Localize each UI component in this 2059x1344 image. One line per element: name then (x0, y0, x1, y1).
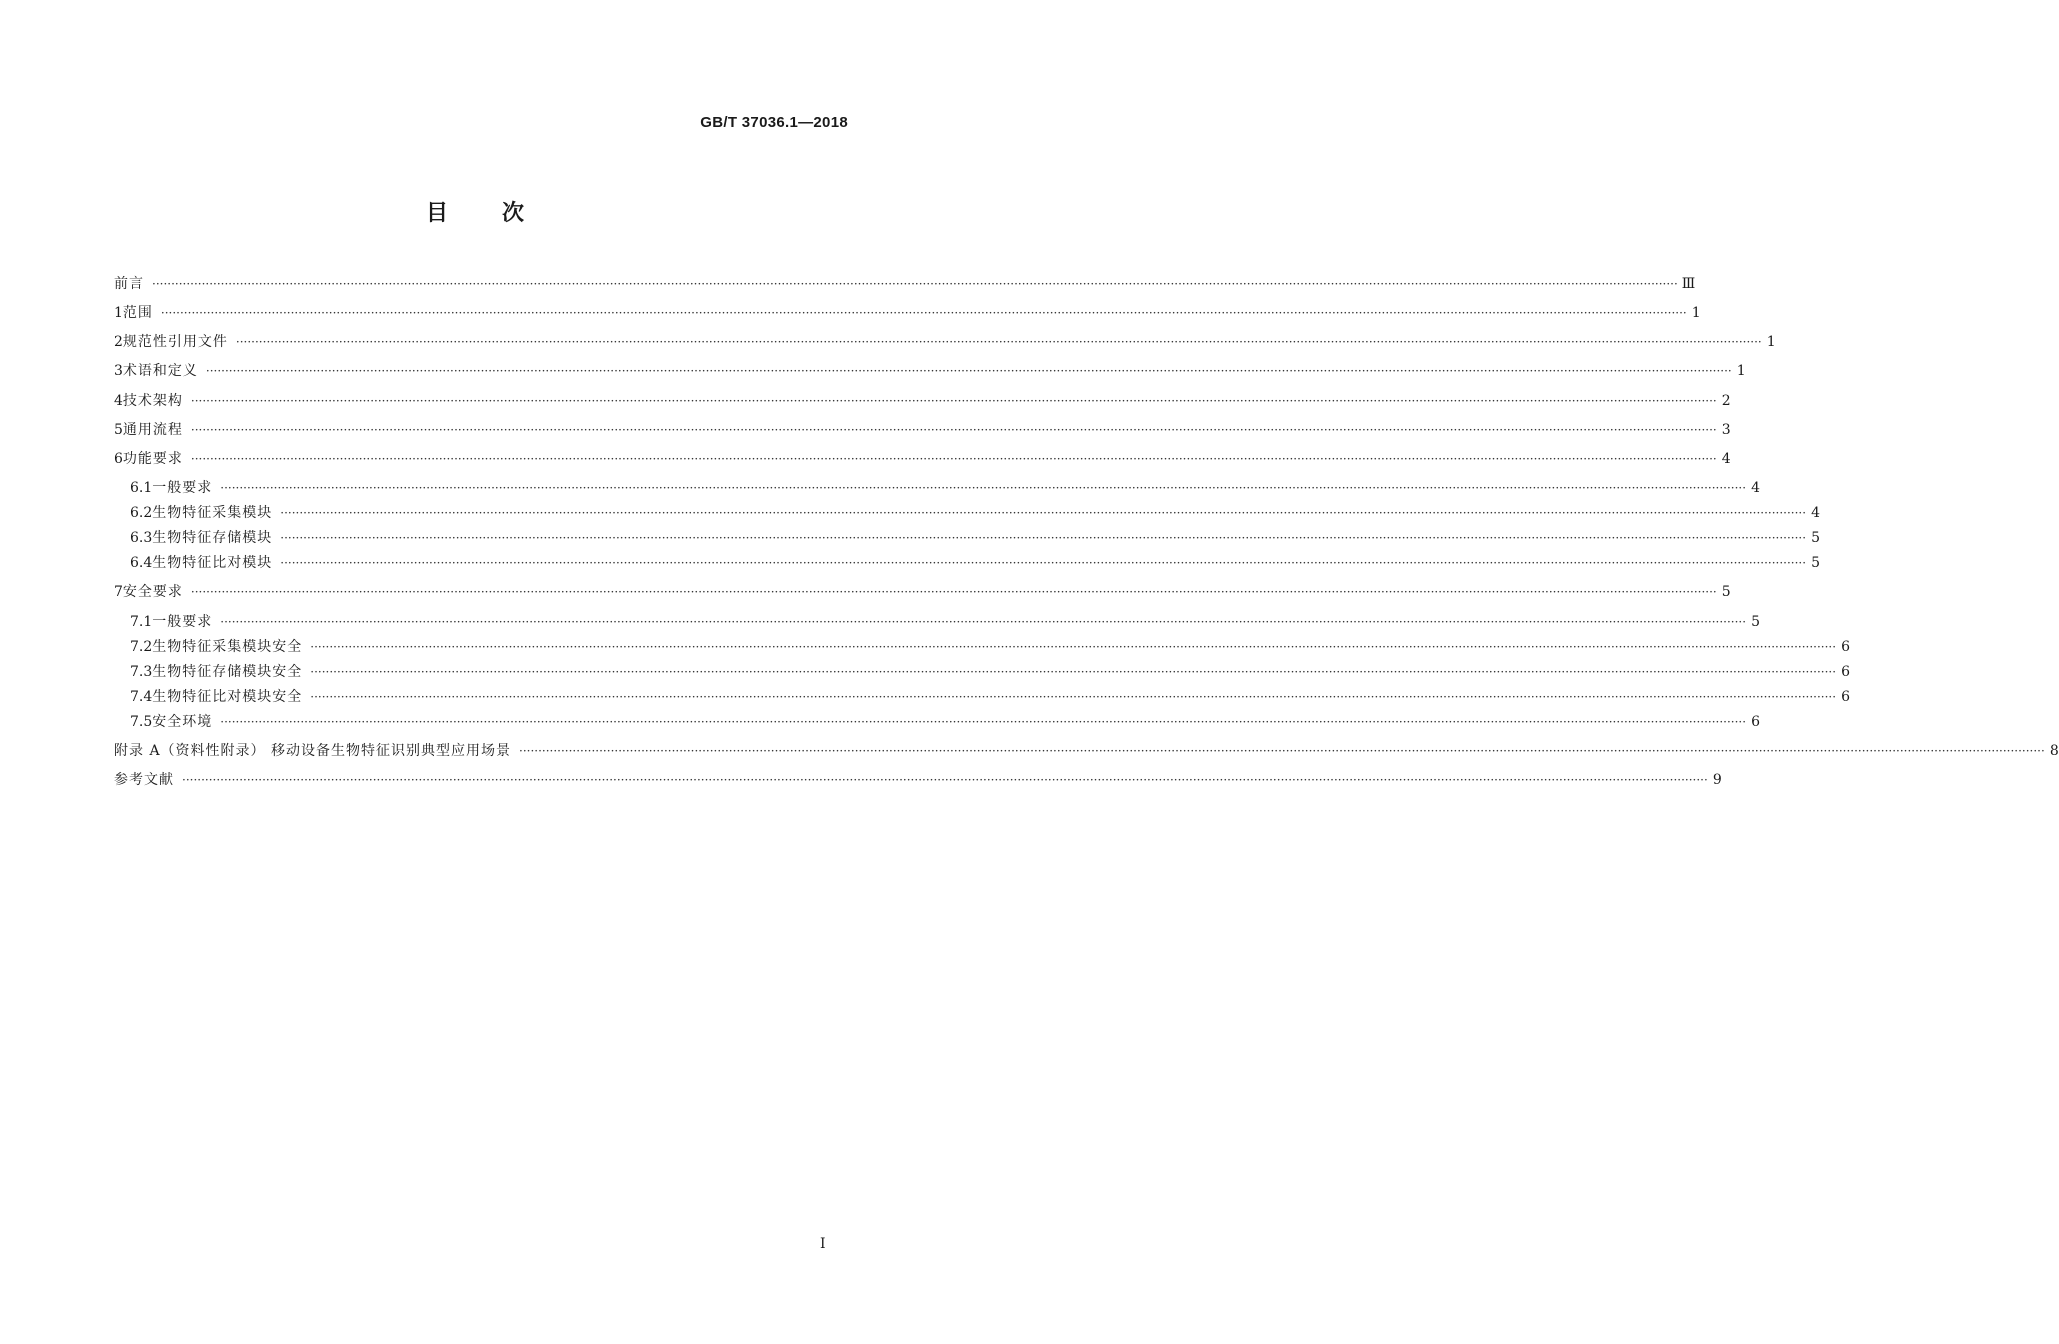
toc-entry-label: 生物特征比对模块安全 (152, 689, 303, 705)
toc-entry[interactable] (114, 361, 1746, 381)
standard-code: GB/T 37036.1—2018 (700, 114, 848, 131)
toc-leader: ················································································································································································································································································································································································································ (190, 394, 1717, 408)
toc-leader: ················································································································································································································································································································································································································ (190, 452, 1717, 466)
toc-entry-page: 1 (1691, 305, 1701, 321)
toc-entry-page: 6 (1841, 639, 1851, 655)
toc-entry[interactable] (130, 637, 1851, 657)
toc-entry-number: 6.4 (130, 555, 153, 571)
toc-entry-number: 2 (114, 334, 123, 350)
toc-entry-page: Ⅲ (1681, 276, 1696, 292)
toc-entry[interactable] (130, 478, 1761, 498)
toc-entry-label: 功能要求 (122, 451, 183, 467)
toc-entry[interactable] (114, 391, 1731, 411)
toc-entry-page: 4 (1751, 480, 1761, 496)
toc-entry-label: 通用流程 (122, 422, 183, 438)
toc-entry-page: 1 (1766, 334, 1776, 350)
toc-entry[interactable] (130, 712, 1761, 732)
toc-leader: ················································································································································································································································································································································································································ (190, 585, 1717, 599)
toc-entry-label: 技术架构 (122, 393, 183, 409)
toc-leader: ················································································································································································································································································································································································································ (182, 773, 1708, 787)
toc-entry[interactable] (114, 582, 1731, 602)
toc-entry-label: 生物特征采集模块 (152, 505, 273, 521)
toc-leader: ················································································································································································································································································································································································································ (152, 277, 1678, 291)
toc-entry-label: 生物特征存储模块 (152, 530, 273, 546)
toc-entry-number: 7.4 (130, 689, 153, 705)
toc-leader: ················································································································································································································································································································································································································ (235, 335, 1762, 349)
toc-entry[interactable] (114, 303, 1701, 323)
toc-leader: ················································································································································································································································································································································································································ (280, 506, 1807, 520)
page-title: 目次 (425, 201, 578, 226)
toc-entry-page: 4 (1811, 505, 1821, 521)
toc-leader: ················································································································································································································································································································································································································ (310, 640, 1837, 654)
toc-entry-number: 1 (114, 305, 123, 321)
toc-entry-page: 1 (1736, 363, 1746, 379)
toc-entry-label: 安全环境 (152, 714, 213, 730)
toc-entry-number: 6 (114, 451, 123, 467)
toc-leader: ················································································································································································································································································································································································································ (220, 481, 1747, 495)
toc-entry[interactable] (130, 528, 1821, 548)
toc-entry-number: 5 (114, 422, 123, 438)
toc-entry-number: 7.5 (130, 714, 153, 730)
toc-entry[interactable] (130, 503, 1821, 523)
toc-entry[interactable] (114, 420, 1731, 440)
toc-leader: ················································································································································································································································································································································································································ (160, 306, 1687, 320)
toc-entry-number: 6.1 (130, 480, 153, 496)
toc-entry-label: 安全要求 (122, 584, 183, 600)
toc-entry[interactable] (114, 332, 1776, 352)
toc-entry-page: 6 (1751, 714, 1761, 730)
toc-entry-page: 5 (1751, 614, 1761, 630)
toc-entry-label: 一般要求 (152, 614, 213, 630)
toc-entry-number: 7 (114, 584, 123, 600)
toc-entry-page: 6 (1841, 689, 1851, 705)
toc-entry[interactable] (130, 553, 1821, 573)
toc-entry[interactable] (114, 770, 1722, 790)
toc-entry-page: 5 (1721, 584, 1731, 600)
toc-leader: ················································································································································································································································································································································································································ (280, 556, 1807, 570)
toc-entry-page: 6 (1841, 664, 1851, 680)
toc-entry-number: 7.2 (130, 639, 153, 655)
toc-leader: ················································································································································································································································································································································································································ (220, 715, 1747, 729)
toc-entry-page: 3 (1721, 422, 1731, 438)
toc-entry-page: 2 (1721, 393, 1731, 409)
toc-entry-label: 术语和定义 (122, 363, 198, 379)
toc-entry-number: 7.3 (130, 664, 153, 680)
toc-entry-number: 7.1 (130, 614, 153, 630)
toc-entry-page: 5 (1811, 555, 1821, 571)
toc-leader: ················································································································································································································································································································································································································ (310, 690, 1837, 704)
toc-entry[interactable] (130, 687, 1851, 707)
toc-entry-label: 附录 A（资料性附录） 移动设备生物特征识别典型应用场景 (114, 743, 512, 759)
toc-entry-label: 一般要求 (152, 480, 213, 496)
toc-entry-label: 生物特征存储模块安全 (152, 664, 303, 680)
toc-leader: ················································································································································································································································································································································································································ (280, 531, 1807, 545)
toc-leader: ················································································································································································································································································································································································································ (205, 364, 1732, 378)
toc-entry-label: 范围 (122, 305, 153, 321)
toc-leader: ················································································································································································································································································································································································································ (310, 665, 1837, 679)
toc-entry-number: 3 (114, 363, 123, 379)
toc-entry[interactable] (114, 274, 1696, 294)
page-number: I (820, 1236, 826, 1252)
toc-entry-page: 8 (2049, 743, 2059, 759)
toc-entry-label: 规范性引用文件 (122, 334, 228, 350)
toc-entry-page: 5 (1811, 530, 1821, 546)
toc-entry-label: 生物特征比对模块 (152, 555, 273, 571)
toc-entry-page: 4 (1721, 451, 1731, 467)
toc-entry[interactable] (130, 612, 1761, 632)
toc-entry[interactable] (114, 741, 2059, 761)
toc-entry-label: 参考文献 (114, 772, 174, 788)
toc-entry[interactable] (114, 449, 1731, 469)
toc-entry-label: 生物特征采集模块安全 (152, 639, 303, 655)
toc-leader: ················································································································································································································································································································································································································ (190, 423, 1717, 437)
toc-leader: ················································································································································································································································································································································································································ (220, 615, 1747, 629)
toc-entry-page: 9 (1712, 772, 1722, 788)
toc-entry-number: 4 (114, 393, 123, 409)
toc-entry[interactable] (130, 662, 1851, 682)
toc-entry-label: 前言 (114, 276, 144, 292)
toc-entry-number: 6.2 (130, 505, 153, 521)
toc-entry-number: 6.3 (130, 530, 153, 546)
toc-leader: ················································································································································································································································································································································································································ (519, 744, 2045, 758)
